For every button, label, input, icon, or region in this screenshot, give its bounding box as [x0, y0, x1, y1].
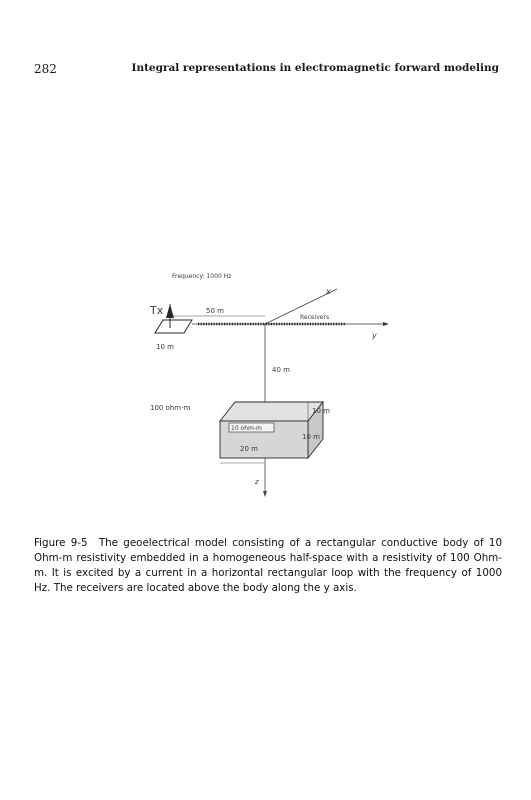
- depth-label: 40 m: [272, 366, 290, 374]
- caption-label: Figure 9-5: [34, 537, 88, 549]
- z-axis-label: z: [255, 478, 259, 486]
- receivers-label: Receivers: [300, 314, 330, 321]
- halfspace-resistivity-label: 100 ohm-m: [150, 404, 191, 412]
- transmitter-loop: [155, 320, 192, 333]
- body-top-face: [220, 402, 323, 421]
- running-title: Integral representations in electromagnetic forward modeling: [131, 62, 499, 74]
- tx-label: Tx: [150, 304, 164, 317]
- caption-text: The geoelectrical model consisting of a rectangular conductive body of 10 Ohm-m resistivity embedded in a homogeneous half-space with a resistivity of 100 Ohm-m. It is excited by a current in a horizontal rectangular loop with the frequency of 1000 Hz. The receivers are located above the body along the y axis.: [34, 537, 502, 594]
- body-resistivity-label: 10 ohm-m: [231, 425, 262, 432]
- geoelectrical-model-figure: [140, 262, 390, 500]
- y-axis-arrow: [383, 322, 389, 326]
- frequency-label: Frequency: 1000 Hz: [172, 273, 232, 280]
- y-axis-label: y: [372, 331, 377, 340]
- page-number: 282: [34, 62, 57, 76]
- z-axis-arrow: [263, 491, 267, 497]
- body-width-label: 20 m: [240, 445, 258, 453]
- loop-size-label: 10 m: [156, 343, 174, 351]
- figure-caption: [34, 536, 502, 596]
- figure-drawing: [140, 262, 390, 500]
- distance-label: 50 m: [206, 307, 224, 315]
- body-depth-label: 10 m: [302, 433, 320, 441]
- body-height-label: 10 m: [312, 407, 330, 415]
- x-axis-label: x: [326, 287, 331, 296]
